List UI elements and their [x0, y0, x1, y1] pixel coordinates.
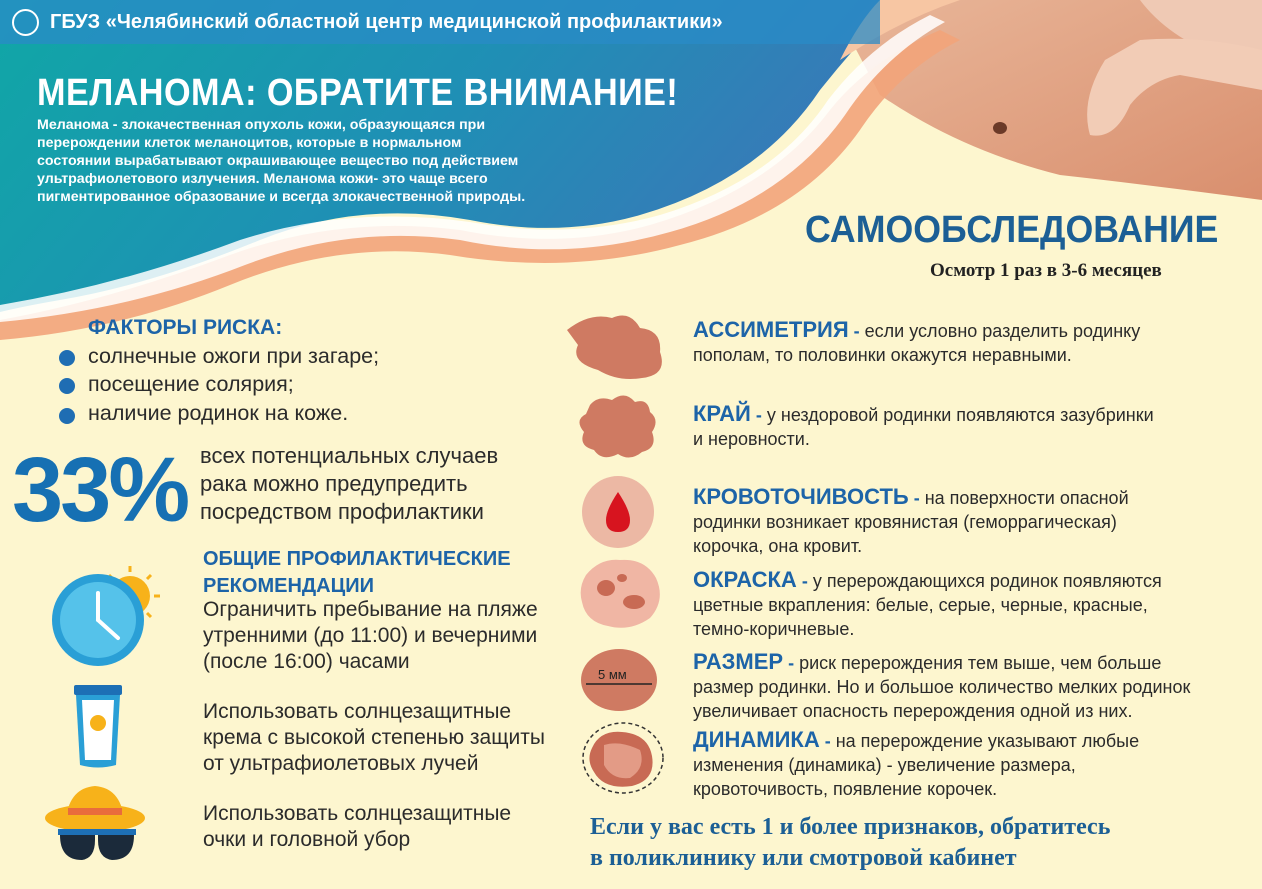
sign-border	[693, 402, 1253, 451]
final-line: Если у вас есть 1 и более признаков, обратитесь	[590, 814, 1111, 840]
sunscreen-icon	[74, 685, 122, 768]
rec-line: Ограничить пребывание на пляже	[203, 598, 538, 621]
page-title: МЕЛАНОМА: ОБРАТИТЕ ВНИМАНИЕ!	[37, 72, 679, 114]
risk-item: посещение солярия;	[88, 372, 294, 396]
sign-name: КРАЙ	[693, 401, 751, 426]
sign-text: если условно разделить родинку	[859, 321, 1141, 341]
sign-line: кровоточивость, появление корочек.	[693, 779, 998, 799]
risk-factors-title: ФАКТОРЫ РИСКА:	[88, 316, 283, 339]
bullet-icon	[59, 408, 75, 424]
risk-item: наличие родинок на коже.	[88, 401, 349, 425]
sign-text: на перерождение указывают любые	[830, 731, 1140, 751]
rec-title-line: ОБЩИЕ ПРОФИЛАКТИЧЕСКИЕ	[203, 548, 511, 570]
org-name: ГБУЗ «Челябинский областной центр медицинской профилактики»	[50, 11, 723, 33]
stat-line: рака можно предупредить	[200, 471, 468, 496]
sign-text: у перерождающихся родинок появляются	[807, 571, 1162, 591]
rec-line: (после 16:00) часами	[203, 650, 410, 673]
sign-name: РАЗМЕР	[693, 649, 784, 674]
final-line: в поликлинику или смотровой кабинет	[590, 845, 1017, 871]
rec-line: от ультрафиолетовых лучей	[203, 752, 479, 775]
sign-line: темно-коричневые.	[693, 619, 855, 639]
sign-name: КРОВОТОЧИВОСТЬ	[693, 484, 909, 509]
rec-line: Использовать солнцезащитные	[203, 700, 512, 723]
stat-line: посредством профилактики	[200, 499, 484, 524]
self-exam-subtitle: Осмотр 1 раз в 3-6 месяцев	[930, 260, 1162, 281]
sign-line: корочка, она кровит.	[693, 536, 863, 556]
intro-line: перерождении клеток меланоцитов, которые в нормальном	[37, 135, 462, 151]
recommendations-title	[203, 546, 563, 600]
sign-dash: -	[908, 488, 920, 508]
sign-line: размер родинки. Но и большое количество мелких родинок	[693, 677, 1191, 697]
org-logo-icon	[12, 9, 39, 36]
sign-asymmetry	[693, 318, 1253, 367]
recommendation-glasses	[203, 801, 583, 853]
sign-name: ДИНАМИКА	[693, 727, 820, 752]
sign-line: и неровности.	[693, 429, 810, 449]
rec-line: Использовать солнцезащитные	[203, 802, 512, 825]
sign-line: цветные вкрапления: белые, серые, черные, красные,	[693, 595, 1148, 615]
intro-line: пигментированное образование и всегда злокачественной природы.	[37, 189, 526, 205]
rec-line: крема с высокой степенью защиты	[203, 726, 545, 749]
sign-color	[693, 568, 1253, 641]
size-label: 5 мм	[598, 667, 627, 682]
sign-dash: -	[750, 405, 762, 425]
sign-name: ОКРАСКА	[693, 567, 797, 592]
self-exam-title: САМООБСЛЕДОВАНИЕ	[805, 209, 1219, 251]
sign-dash: -	[796, 571, 808, 591]
sign-line: изменения (динамика) - увеличение размера,	[693, 755, 1076, 775]
intro-text	[37, 116, 637, 206]
stat-line: всех потенциальных случаев	[200, 443, 499, 468]
recommendation-time	[203, 597, 583, 675]
intro-line: ультрафиолетового излучения. Меланома кожи- это чаще всего	[37, 171, 488, 187]
intro-line: Меланома - злокачественная опухоль кожи, образующаяся при	[37, 117, 486, 133]
rec-line: утренними (до 11:00) и вечерними	[203, 624, 538, 647]
rec-title-line: РЕКОМЕНДАЦИИ	[203, 575, 374, 597]
border-mole-icon	[579, 395, 655, 457]
intro-line: состоянии вырабатывают окрашивающее вещество под действием	[37, 153, 519, 169]
bullet-icon	[59, 378, 75, 394]
sign-line: увеличивает опасность перерождения одной из них.	[693, 701, 1133, 721]
skin-mole	[993, 122, 1007, 134]
sign-text: риск перерождения тем выше, чем больше	[794, 653, 1162, 673]
sign-dash: -	[783, 653, 795, 673]
bleeding-mole-icon	[582, 476, 654, 548]
stat-text	[200, 442, 560, 526]
sign-dash: -	[819, 731, 831, 751]
sign-name: АССИМЕТРИЯ	[693, 317, 849, 342]
stat-value: 33%	[12, 439, 188, 541]
sign-bleeding	[693, 485, 1253, 558]
sign-dash: -	[848, 321, 860, 341]
sign-line: пополам, то половинки окажутся неравными.	[693, 345, 1072, 365]
final-call-to-action	[590, 812, 1262, 874]
sign-dynamics	[693, 728, 1253, 801]
sign-text: на поверхности опасной	[919, 488, 1129, 508]
sign-line: родинки возникает кровянистая (геморрагическая)	[693, 512, 1117, 532]
sign-size	[693, 650, 1253, 723]
color-mole-icon	[581, 560, 660, 628]
bullet-icon	[59, 350, 75, 366]
sign-text: у нездоровой родинки появляются зазубринки	[761, 405, 1154, 425]
recommendation-sunscreen	[203, 699, 583, 777]
risk-item: солнечные ожоги при загаре;	[88, 344, 380, 368]
rec-line: очки и головной убор	[203, 828, 411, 851]
